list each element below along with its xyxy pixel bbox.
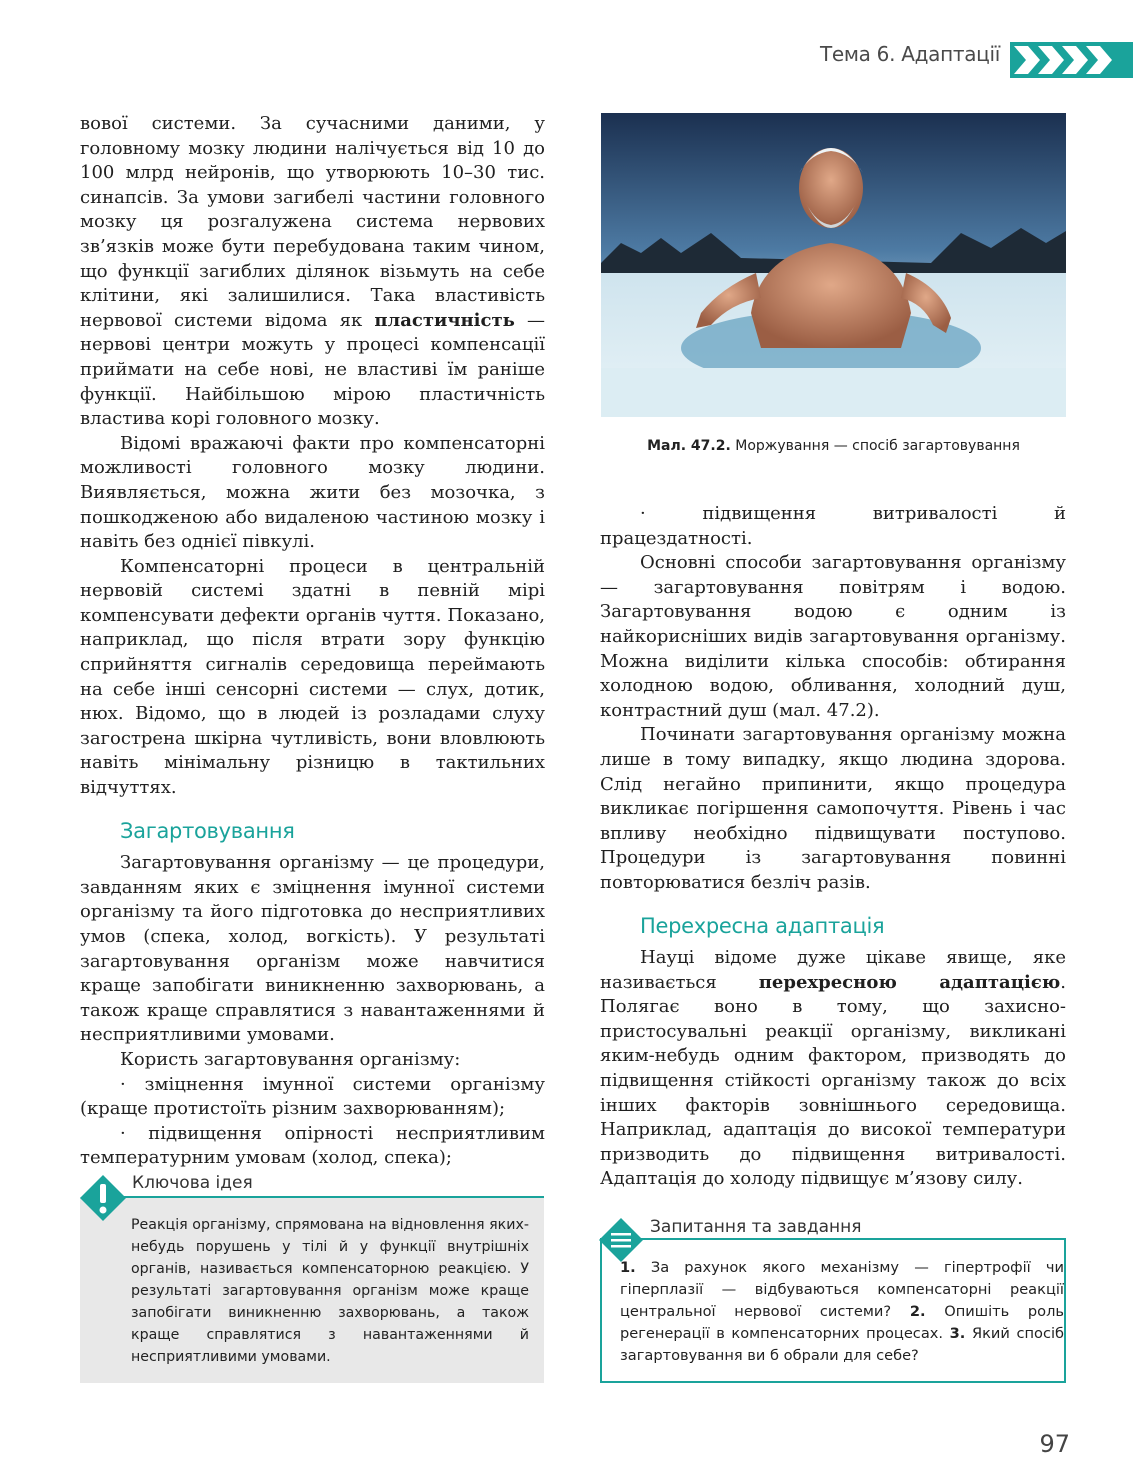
exclamation-icon (80, 1175, 126, 1221)
figure-photo (601, 113, 1066, 417)
paragraph: Основні способи загартовування організму — загартовування повітрям і водою. Загартовування водою є одним із найкорисніших видів загартовування організму. Можна виділити кілька способів: обтирання холодною водою, обливання, холодний душ, контрастний душ (мал. 47.2). (600, 552, 1066, 721)
key-idea-text: Реакція організму, спрямована на відновлення яких-небудь порушень у тілі й у функції внутрішніх органів, називається компенсаторною реакцією. У результаті загартовування організм може краще запобігати виникненню захворювань, а також краще справлятися з навантаженнями й несприятливими умовами. (131, 1217, 529, 1365)
paragraph: Починати загартовування організму можна лише в тому випадку, якщо людина здорова. Слід негайно припинити, якщо процедура викликає погіршення самопочуття. Рівень і час впливу необхідно підвищувати поступово. Процедури із загартовування повинні повторюватися безліч разів. (600, 724, 1066, 893)
list-item: · підвищення витривалості й працездатності. (600, 503, 1066, 549)
paragraph: Компенсаторні процеси в центральній нервовій системі здатні в певній мірі компенсувати дефекти органів чуття. Показано, наприклад, що після втрати зору функцію сприйняття сигналів середовища переймають на себе інші сенсорні системи — слух, дотик, нюх. Відомо, що в людей із розладами слуху загострена шкірна чутливість, вони вловлюють навіть мінімальну різницю в тактильних відчуттях. (80, 555, 545, 799)
paragraph: Відомі вражаючі факти про компенсаторні можливості головного мозку людини. Виявляється, можна жити без мозочка, з пошкодженою або видаленою частиною мозку і навіть без однієї півкулі. (80, 432, 545, 553)
divider (120, 1196, 544, 1198)
questions-text: 1. За рахунок якого механізму — гіпертрофії чи гіперплазії — відбуваються компенсаторні реакції центральної нервової системи? 2. Опишіть роль регенерації в компенсаторних процесах. 3. Який спосіб загартовування ви б обрали для себе? (620, 1259, 1065, 1364)
questions-title: Запитання та завдання (650, 1217, 862, 1237)
chapter-title: Тема 6. Адаптації (819, 42, 1000, 66)
term-cross-adaptation: перехресною адаптацією (758, 971, 1061, 993)
section-heading: Перехресна адаптація (640, 913, 885, 938)
page-number: 97 (1039, 1430, 1070, 1458)
list-item: · зміцнення імунної системи організму (краще протистоїть різним захворюванням); (80, 1073, 545, 1120)
paragraph: Науці відоме дуже цікаве явище, яке називається перехресною адаптацією. Полягає воно в тому, що захисно-пристосувальні реакції організму, викликані яким-небудь одним фактором, призводять до підвищення стійкості організму також до всіх інших факторів зовнішнього середовища. Наприклад, адаптація до високої температури призводить до підвищення витривалості. Адаптація до холоду підвищує м’язову силу. (600, 947, 1066, 1190)
section-heading: Загартовування (120, 818, 295, 843)
left-column (80, 112, 545, 1171)
ice-swimming-illustration (601, 113, 1066, 417)
paragraph: Користь загартовування організму: (120, 1048, 461, 1070)
key-idea-title: Ключова ідея (132, 1173, 253, 1193)
paragraph: Загартовування організму — це процедури, завданням яких є зміцнення імунної системи організму та його підготовка до несприятливих умов (спека, холод, вогкість). У результаті загартовування організм може навчитися краще запобігати виникненню захворювань, а також краще справлятися з навантаженнями й несприятливими умовами. (80, 852, 545, 1046)
chevrons-icon (1010, 42, 1133, 78)
figure-caption: Мал. 47.2. Моржування — спосіб загартовування (647, 438, 1020, 454)
right-column (600, 502, 1066, 1192)
term-plasticity: пластичність (374, 309, 515, 331)
list-item: · підвищення опірності несприятливим температурним умовам (холод, спека); (80, 1122, 545, 1169)
list-icon (599, 1218, 643, 1262)
paragraph: вової системи. За сучасними даними, у головному мозку людини налічується від 10 до 100 млрд нейронів, що утворюють 10–30 тис. синапсів. За умови загибелі частини головного мозку ця розгалужена система нервових зв’язків може бути перебудована таким чином, що функції загиблих ділянок візьмуть на себе клітини, які залишилися. Така властивість нервової системи відома як пластичність — нервові центри можуть у процесі компенсації приймати на себе нові, не властиві їм раніше функції. Найбільшою мірою пластичність властива корі головного мозку. (80, 113, 545, 430)
divider (640, 1238, 1066, 1240)
